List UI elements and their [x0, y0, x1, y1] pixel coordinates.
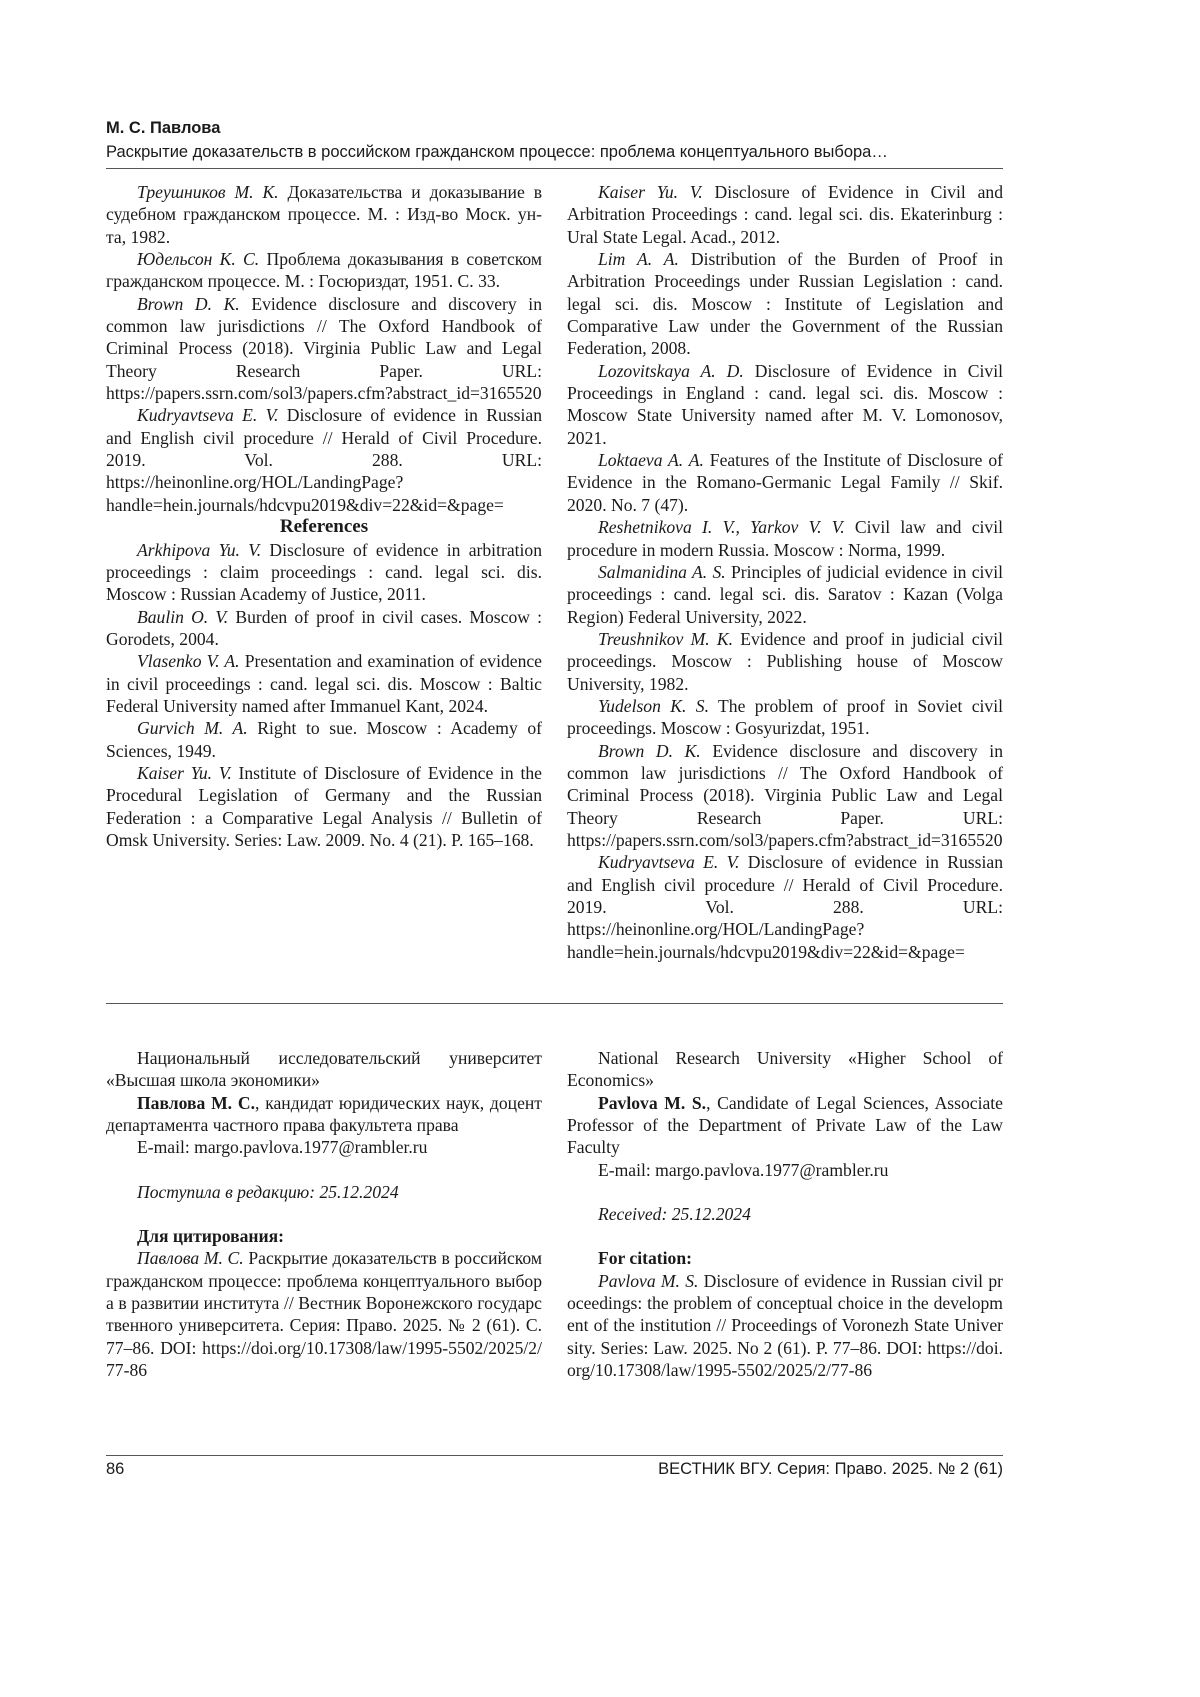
citation-author: Pavlova M. S. [598, 1270, 699, 1291]
author-name: Pavlova M. S. [598, 1092, 707, 1113]
reference-item [106, 248, 542, 293]
reference-author: Lozovitskaya A. D. [598, 360, 744, 381]
reference-item [567, 561, 1003, 628]
reference-text: Civil law and civil procedure in modern Russia. Moscow : Norma, 1999. [567, 517, 1003, 560]
affiliation: National Research University «Higher School of Economics» [567, 1048, 1003, 1091]
reference-text: Presentation and examination of evidence in civil proceedings : cand. legal sci. dis. Moscow : Baltic Federal University named after Immanuel Kant, 2024. [106, 651, 542, 716]
reference-author: Юдельсон К. С. [137, 249, 260, 270]
reference-text: Burden of proof in civil cases. Moscow : Gorodets, 2004. [106, 606, 542, 649]
reference-author: Kaiser Yu. V. [598, 182, 703, 202]
reference-text: Доказательства и доказывание в судебном гражданском процессе. М. : Изд-во Моск. ун-та, 1982. [106, 182, 543, 247]
reference-item [106, 762, 542, 851]
right-column [567, 181, 1003, 963]
header-rule [106, 168, 1003, 169]
reference-author: Loktaeva A. A. [598, 450, 704, 471]
reference-item [567, 516, 1003, 561]
reference-text: Disclosure of evidence in Russian and English civil procedure // Herald of Civil Procedure. 2019. Vol. 288. URL: https://heinonline.org/HOL/LandingPage?handle=hein.journals/hdcvpu2019&div=22&id=&page= [567, 852, 1003, 962]
received-date: Поступила в редакцию: 25.12.2024 [137, 1181, 399, 1202]
reference-author: Treushnikov M. K. [598, 628, 733, 649]
reference-author: Kudryavtseva E. V. [598, 852, 740, 873]
author-info-en [567, 1047, 1003, 1381]
reference-author: Kudryavtseva E. V. [137, 405, 279, 426]
reference-text: Disclosure of Evidence in Civil Proceedings in England : cand. legal sci. dis. Moscow : Moscow State University named after M. V. Lomonosov, 2021. [567, 360, 1003, 448]
citation [106, 1247, 542, 1381]
footer-rule [106, 1455, 1003, 1456]
author-name: Павлова М. С. [137, 1092, 255, 1113]
reference-item [106, 181, 542, 248]
left-column [106, 181, 542, 851]
reference-author: Salmanidina A. S. [598, 561, 726, 582]
citation-text: Disclosure of evidence in Russian civil proceedings: the problem of conceptual choice in the development of the institution // Proceedings of Voronezh State University. Series: Law. 2025. No 2 (61). P. 77–86. DOI: https://doi.org/10.17308/law/1995-5502/2025/2/77-86 [567, 1270, 1003, 1381]
author-position: , Candidate of Legal Sciences, Associate Professor of the Department of Private Law of the Law Faculty [567, 1092, 1003, 1158]
author-credentials [106, 1092, 542, 1137]
reference-item [106, 293, 542, 405]
running-header-author: М. С. Павлова [106, 119, 221, 137]
reference-text: Disclosure of evidence in arbitration proceedings : claim proceedings : cand. legal sci. dis. Moscow : Russian Academy of Justice, 2011. [106, 539, 542, 605]
reference-text: Principles of judicial evidence in civil proceedings : cand. legal sci. dis. Saratov : Kazan (Volga Region) Federal University, 2022. [567, 561, 1003, 627]
citation-text: Раскрытие доказательств в российском гражданском процессе: проблема концептуального выбора в развитии института // Вестник Воронежского государственного университета. Серия: Право. 2025. № 2 (61). С. 77–86. DOI: https://doi.org/10.17308/law/1995-5502/2025/2/77-86 [106, 1248, 543, 1381]
reference-author: Gurvich M. A. [137, 718, 248, 739]
reference-text: Evidence disclosure and discovery in common law jurisdictions // The Oxford Handbook of Criminal Process (2018). Virginia Public Law and Legal Theory Research Paper. URL: https://papers.ssrn.com/sol3/papers.cfm?abstract_id=3165520 [106, 293, 542, 404]
reference-author: Reshetnikova I. V., Yarkov V. V. [598, 517, 845, 538]
reference-item [106, 650, 542, 717]
reference-item [106, 404, 542, 516]
reference-item [106, 539, 542, 606]
reference-item [106, 606, 542, 651]
reference-item [567, 360, 1003, 449]
reference-item [567, 181, 1003, 248]
author-email[interactable]: E-mail: margo.pavlova.1977@rambler.ru [137, 1137, 428, 1158]
reference-author: Vlasenko V. A. [137, 651, 240, 672]
reference-item [567, 740, 1003, 852]
reference-list-en [106, 539, 542, 852]
reference-text: Institute of Disclosure of Evidence in the Procedural Legislation of Germany and the Russian Federation : a Comparative Legal Analysis // Bulletin of Omsk University. Series: Law. 2009. No. 4 (21). P. 165–168. [106, 762, 542, 850]
reference-author: Lim A. A. [598, 249, 679, 270]
received-date: Received: 25.12.2024 [598, 1204, 751, 1225]
reference-item [567, 449, 1003, 516]
citation-author: Павлова М. С. [137, 1248, 244, 1269]
reference-text: Distribution of the Burden of Proof in Arbitration Proceedings under Russian Legislation : cand. legal sci. dis. Moscow : Institute of Legislation and Comparative Law under the Government of the Russian Federation, 2008. [567, 249, 1003, 359]
reference-text: Disclosure of evidence in Russian and English civil procedure // Herald of Civil Procedure. 2019. Vol. 288. URL: https://heinonline.org/HOL/LandingPage?handle=hein.journals/hdcvpu2019&div=22&id=&page= [106, 405, 542, 515]
reference-list-en-continued [567, 181, 1003, 963]
author-credentials [567, 1092, 1003, 1159]
reference-author: Yudelson K. S. [598, 695, 709, 716]
reference-author: Arkhipova Yu. V. [137, 539, 262, 560]
citation-heading: For citation: [598, 1248, 692, 1269]
reference-text: The problem of proof in Soviet civil proceedings. Moscow : Gosyurizdat, 1951. [567, 695, 1004, 739]
reference-text: Right to sue. Moscow : Academy of Sciences, 1949. [106, 718, 542, 761]
running-header-title: Раскрытие доказательств в российском гражданском процессе: проблема концептуального выбора… [106, 143, 888, 161]
author-info-ru [106, 1047, 542, 1381]
reference-item [567, 851, 1003, 963]
reference-item [567, 695, 1003, 740]
reference-author: Треушников М. К. [137, 182, 279, 202]
reference-text: Disclosure of Evidence in Civil and Arbitration Proceedings : cand. legal sci. dis. Ekaterinburg : Ural State Legal. Acad., 2012. [567, 182, 1003, 247]
references-heading: References [279, 516, 369, 538]
author-email[interactable]: E-mail: margo.pavlova.1977@rambler.ru [598, 1159, 889, 1180]
reference-item [567, 248, 1003, 360]
reference-author: Brown D. K. [137, 293, 240, 314]
reference-text: Проблема доказывания в советском гражданском процессе. М. : Госюриздат, 1951. С. 33. [106, 249, 543, 292]
affiliation: Национальный исследовательский университет «Высшая школа экономики» [106, 1048, 542, 1091]
reference-item [567, 628, 1003, 695]
reference-item [106, 717, 542, 762]
journal-footer: ВЕСТНИК ВГУ. Серия: Право. 2025. № 2 (61) [658, 1460, 1003, 1478]
author-position: , кандидат юридических наук, доцент департамента частного права факультета права [106, 1092, 543, 1136]
page-number: 86 [106, 1460, 125, 1478]
reference-text: Evidence disclosure and discovery in common law jurisdictions // The Oxford Handbook of Criminal Process (2018). Virginia Public Law and Legal Theory Research Paper. URL: https://papers.ssrn.com/sol3/papers.cfm?abstract_id=3165520 [567, 740, 1003, 850]
citation-heading: Для цитирования: [137, 1226, 285, 1247]
reference-list-ru [106, 181, 542, 516]
reference-author: Brown D. K. [598, 740, 701, 761]
reference-author: Baulin O. V. [137, 606, 229, 627]
citation [567, 1270, 1003, 1382]
reference-author: Kaiser Yu. V. [137, 762, 232, 783]
reference-text: Features of the Institute of Disclosure of Evidence in the Romano-Germanic Legal Family // Skif. 2020. No. 7 (47). [567, 450, 1003, 515]
section-rule [106, 1003, 1003, 1004]
reference-text: Evidence and proof in judicial civil proceedings. Moscow : Publishing house of Moscow University, 1982. [567, 628, 1004, 694]
